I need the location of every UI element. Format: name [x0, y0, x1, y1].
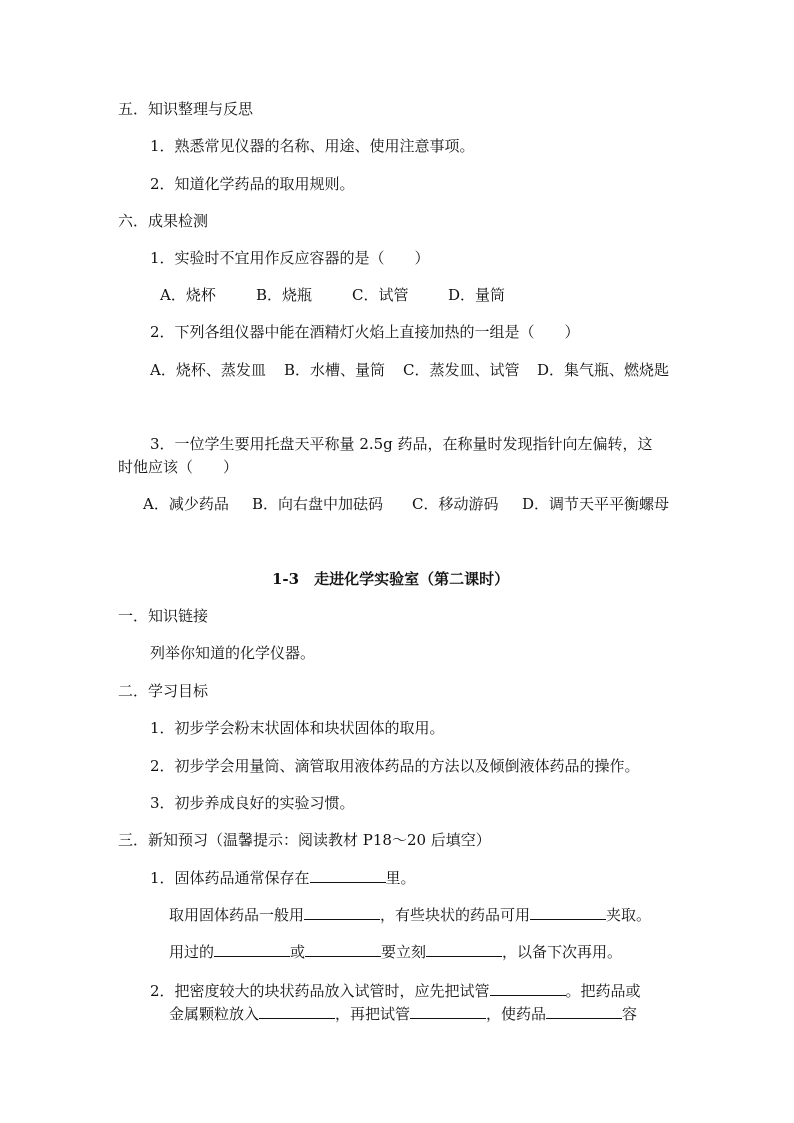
preview-1-line3-text-a: 用过的: [169, 943, 215, 961]
q2-option-b: B．水槽、量筒: [284, 361, 386, 379]
fill-blank[interactable]: [304, 905, 380, 920]
preview-1-line3-text-d: ，以备下次再用。: [502, 943, 623, 961]
q2-option-a: A．烧杯、蒸发皿: [150, 361, 266, 379]
question-3-stem-line-1: 3．一位学生要用托盘天平称量 2.5g 药品，在称量时发现指针向左偏转，这: [150, 435, 653, 453]
learning-goal-3: 3．初步养成良好的实验习惯。: [150, 794, 355, 812]
section-heading-learning-goals: 二．学习目标: [118, 682, 209, 700]
section-heading-knowledge-link: 一．知识链接: [118, 607, 209, 625]
q1-option-c: C．试管: [352, 286, 409, 304]
preview-1-line3-text-b: 或: [290, 943, 306, 961]
q3-option-a: A．减少药品: [143, 495, 229, 513]
reflection-item-2: 2．知道化学药品的取用规则。: [150, 175, 355, 193]
section-heading-assessment: 六．成果检测: [118, 212, 209, 230]
fill-blank[interactable]: [214, 942, 290, 957]
question-3-options: [143, 494, 669, 514]
preview-1-text-b: 里。: [385, 869, 416, 887]
preview-2-line2-text-d: 容: [622, 1005, 638, 1023]
preview-2-line1-text-a: 2．把密度较大的块状药品放入试管时，应先把试管: [150, 982, 490, 1000]
q3-option-b: B．向右盘中加砝码: [252, 495, 384, 513]
learning-goal-2: 2．初步学会用量筒、滴管取用液体药品的方法以及倾倒液体药品的操作。: [150, 757, 640, 775]
preview-1-line2-text-a: 取用固体药品一般用: [169, 906, 305, 924]
preview-item-1: [150, 868, 416, 888]
fill-blank[interactable]: [490, 981, 566, 996]
question-1-options: [160, 285, 505, 305]
question-2-options: [150, 360, 669, 380]
preview-item-2-line-2: [169, 1004, 637, 1024]
preview-item-1-line-3: [169, 942, 622, 962]
fill-blank[interactable]: [410, 1004, 486, 1019]
preview-2-line2-text-c: ，使药品: [486, 1005, 547, 1023]
q3-option-c: C．移动游码: [412, 495, 499, 513]
fill-blank[interactable]: [259, 1004, 335, 1019]
preview-1-line2-text-c: 夹取。: [606, 906, 652, 924]
q2-option-d: D．集气瓶、燃烧匙: [537, 361, 670, 379]
learning-goal-1: 1．初步学会粉末状固体和块状固体的取用。: [150, 719, 445, 737]
fill-blank[interactable]: [305, 942, 381, 957]
fill-blank[interactable]: [530, 905, 606, 920]
preview-2-line2-text-b: ，再把试管: [335, 1005, 411, 1023]
preview-2-line1-text-b: 。把药品或: [565, 982, 641, 1000]
preview-1-text-a: 1．固体药品通常保存在: [150, 869, 310, 887]
q1-option-b: B．烧瓶: [256, 286, 313, 304]
preview-item-1-line-2: [169, 905, 651, 925]
q1-option-a: A．烧杯: [160, 286, 216, 304]
knowledge-link-text: 列举你知道的化学仪器。: [150, 644, 316, 662]
lesson-title: 1-3 走进化学实验室（第二课时）: [272, 570, 510, 588]
question-2-stem: 2．下列各组仪器中能在酒精灯火焰上直接加热的一组是（ ）: [150, 323, 580, 341]
question-1-stem: 1．实验时不宜用作反应容器的是（ ）: [150, 249, 430, 267]
fill-blank[interactable]: [546, 1004, 622, 1019]
preview-item-2-line-1: [150, 981, 641, 1001]
fill-blank[interactable]: [426, 942, 502, 957]
q2-option-c: C．蒸发皿、试管: [403, 361, 520, 379]
preview-1-line3-text-c: 要立刻: [381, 943, 427, 961]
preview-2-line2-text-a: 金属颗粒放入: [169, 1005, 260, 1023]
section-heading-reflection: 五．知识整理与反思: [118, 100, 254, 118]
preview-1-line2-text-b: ，有些块状的药品可用: [380, 906, 531, 924]
q3-option-d: D．调节天平平衡螺母: [522, 495, 670, 513]
fill-blank[interactable]: [310, 868, 386, 883]
section-heading-preview: 三．新知预习（温馨提示：阅读教材 P18～20 后填空）: [118, 831, 491, 849]
reflection-item-1: 1．熟悉常见仪器的名称、用途、使用注意事项。: [150, 137, 475, 155]
question-3-stem-line-2: 时他应该（ ）: [118, 458, 239, 476]
q1-option-d: D．量筒: [448, 286, 506, 304]
